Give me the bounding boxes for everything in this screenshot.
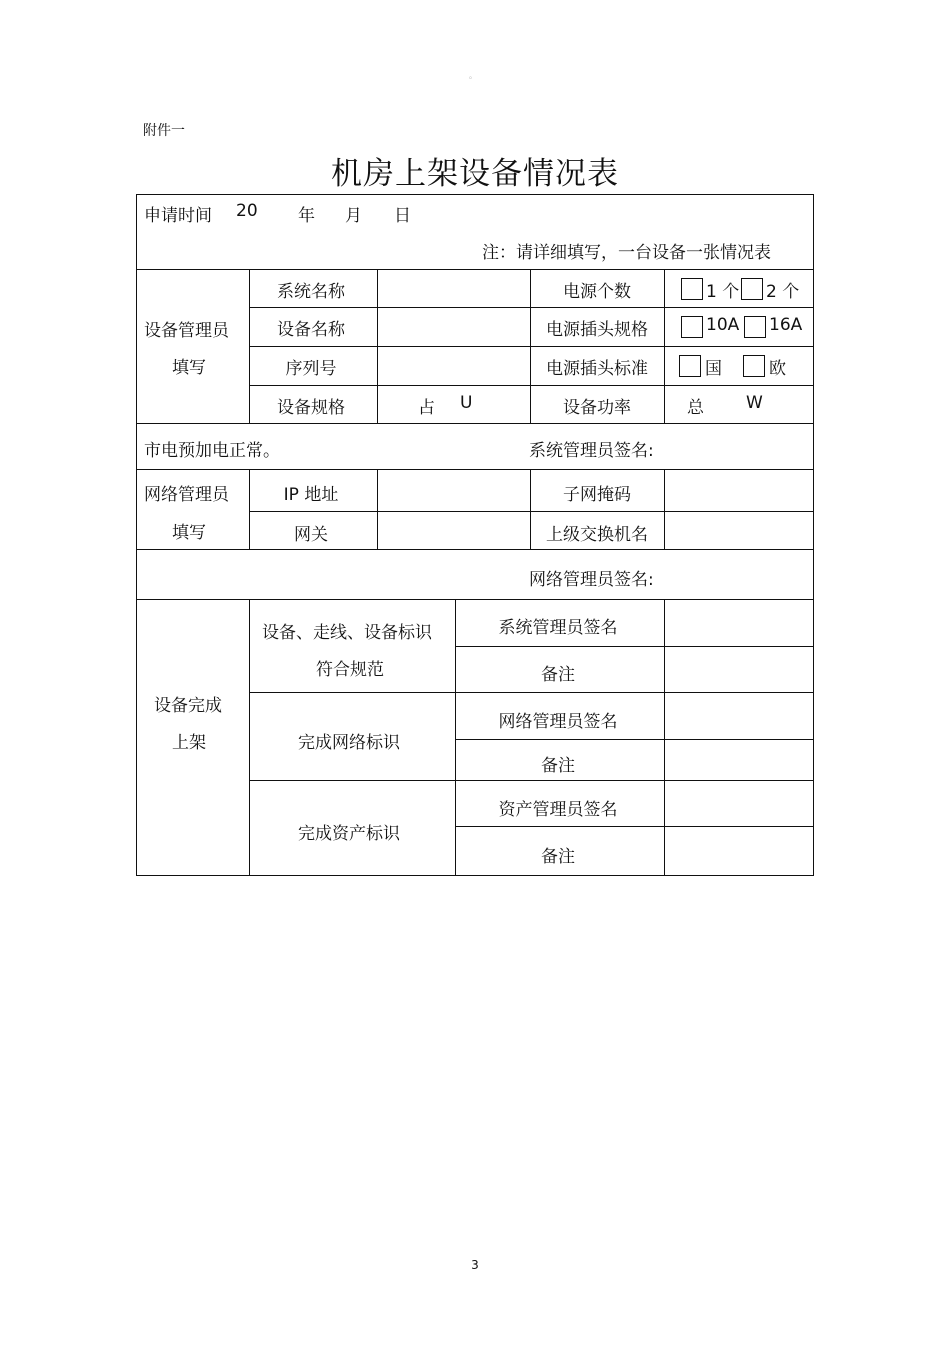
plug-std-eu-checkbox[interactable] xyxy=(743,355,765,377)
serial-input[interactable] xyxy=(378,347,529,384)
ip-label: IP 地址 xyxy=(283,485,339,505)
switch-input[interactable] xyxy=(665,512,812,548)
plug-10a-checkbox[interactable] xyxy=(681,316,703,338)
sysadmin-sign-label: 系统管理员签名: xyxy=(529,441,654,461)
gateway-label: 网关 xyxy=(294,525,328,545)
netadmin-sign-field[interactable] xyxy=(664,552,812,596)
apply-day: 日 xyxy=(394,206,411,226)
group1-line2: 符合规范 xyxy=(316,660,384,680)
system-name-input[interactable] xyxy=(378,270,529,306)
complete-section-1: 设备完成 xyxy=(154,696,222,716)
apply-note: 注：请详细填写，一台设备一张情况表 xyxy=(482,243,771,263)
plug-16a-checkbox[interactable] xyxy=(744,316,766,338)
mask-label: 子网掩码 xyxy=(563,485,631,505)
power-total: 总 xyxy=(687,398,704,418)
spec-value-occupy: 占 xyxy=(418,398,435,418)
group2-remark-field[interactable] xyxy=(665,740,812,779)
power-count-2-checkbox[interactable] xyxy=(741,278,763,300)
device-name-input[interactable] xyxy=(378,308,529,345)
power-unit[interactable]: W xyxy=(746,393,763,413)
power-count-2-label: 2 个 xyxy=(766,282,800,302)
group2-label: 完成网络标识 xyxy=(298,733,400,753)
netadmin-sign-label: 网络管理员签名: xyxy=(529,570,654,590)
group2-sign-label: 网络管理员签名 xyxy=(498,712,618,732)
device-name-label: 设备名称 xyxy=(277,320,345,340)
group3-label: 完成资产标识 xyxy=(298,824,400,844)
plug-std-cn-label: 国 xyxy=(705,359,722,379)
plug-std-cn-checkbox[interactable] xyxy=(679,355,701,377)
group3-sign-field[interactable] xyxy=(665,781,812,825)
header-dot: 。 xyxy=(469,71,477,80)
ip-input[interactable] xyxy=(378,470,529,510)
group1-remark-field[interactable] xyxy=(665,647,812,691)
plug-spec-label: 电源插头规格 xyxy=(546,320,648,340)
spec-label: 设备规格 xyxy=(277,398,345,418)
apply-year: 年 xyxy=(298,206,315,226)
attachment-label: 附件一 xyxy=(143,123,185,139)
power-count-label: 电源个数 xyxy=(563,282,631,302)
plug-std-label: 电源插头标准 xyxy=(546,359,648,379)
mains-text: 市电预加电正常。 xyxy=(144,441,280,461)
net-admin-section-1: 网络管理员 xyxy=(144,485,229,505)
system-name-label: 系统名称 xyxy=(277,282,345,302)
switch-label: 上级交换机名 xyxy=(546,525,648,545)
complete-section-2: 上架 xyxy=(172,733,206,753)
sysadmin-sign-field[interactable] xyxy=(664,426,812,466)
power-label: 设备功率 xyxy=(563,398,631,418)
group3-sign-label: 资产管理员签名 xyxy=(498,800,618,820)
spec-value-unit[interactable]: U xyxy=(460,393,473,413)
group1-sign-field[interactable] xyxy=(665,600,812,645)
page-number: 3 xyxy=(471,1258,479,1272)
serial-label: 序列号 xyxy=(285,359,337,379)
group2-remark-label: 备注 xyxy=(541,756,575,776)
group3-remark-field[interactable] xyxy=(665,827,812,874)
power-count-1-checkbox[interactable] xyxy=(681,278,703,300)
device-admin-section-2: 填写 xyxy=(172,358,206,378)
group2-sign-field[interactable] xyxy=(665,693,812,738)
gateway-input[interactable] xyxy=(378,512,529,548)
device-admin-section-1: 设备管理员 xyxy=(144,321,229,341)
group1-sign-label: 系统管理员签名 xyxy=(498,618,618,638)
net-admin-section-2: 填写 xyxy=(172,523,206,543)
mask-input[interactable] xyxy=(665,470,812,510)
plug-std-eu-label: 欧 xyxy=(769,359,786,379)
apply-month: 月 xyxy=(345,206,362,226)
power-count-1-label: 1 个 xyxy=(706,282,740,302)
apply-time-label: 申请时间 xyxy=(144,206,212,226)
group3-remark-label: 备注 xyxy=(541,847,575,867)
page-title: 机房上架设备情况表 xyxy=(331,156,619,192)
apply-year-prefix: 20 xyxy=(236,201,258,221)
plug-16a-label: 16A xyxy=(769,315,803,335)
plug-10a-label: 10A xyxy=(706,315,740,335)
group1-line1: 设备、走线、设备标识 xyxy=(262,623,432,643)
group1-remark-label: 备注 xyxy=(541,665,575,685)
